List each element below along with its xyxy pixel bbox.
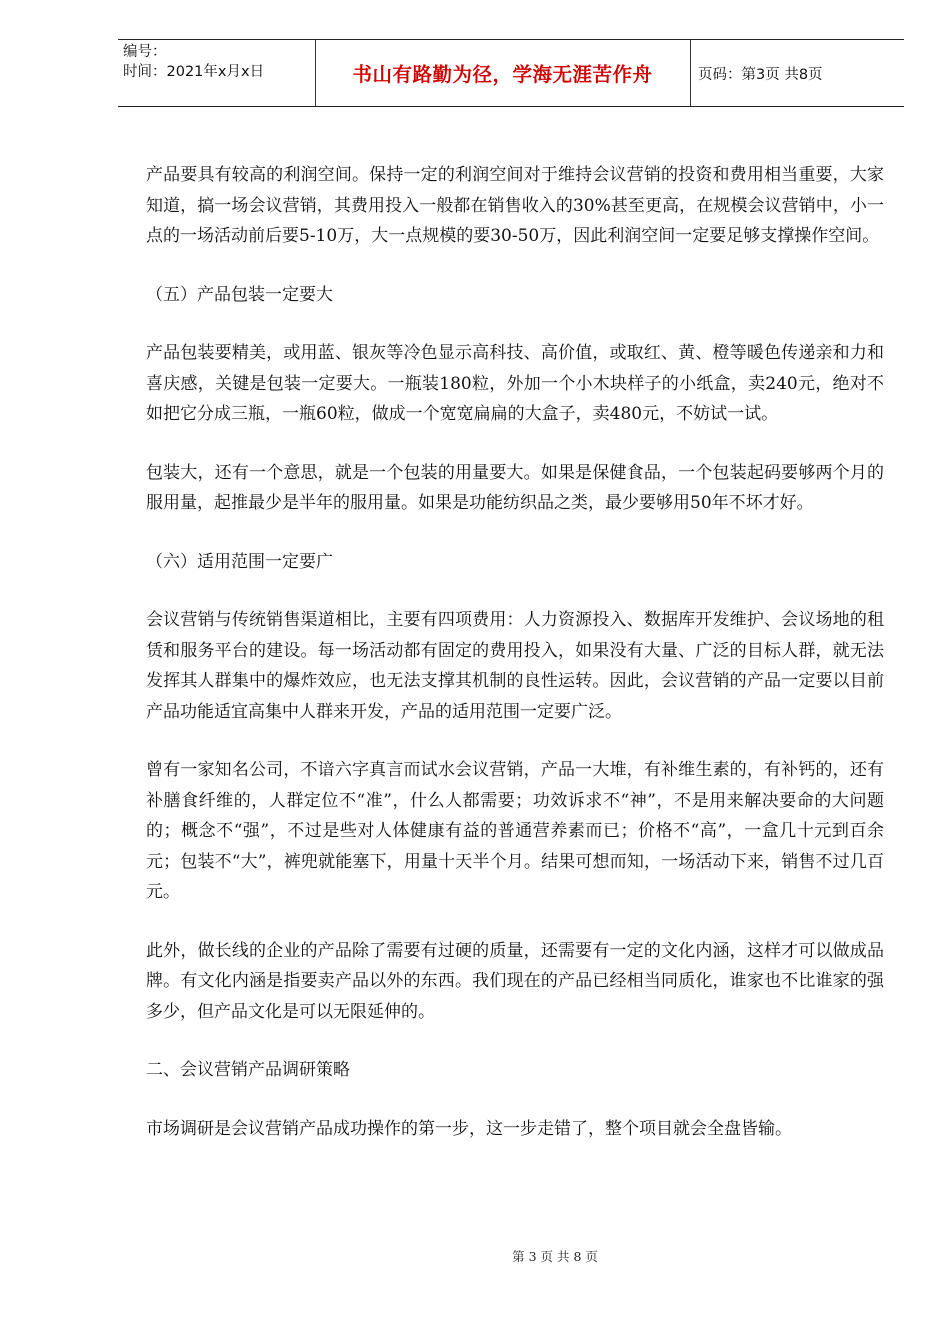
page-footer: 第 3 页 共 8 页 xyxy=(512,1249,598,1264)
header-motto: 书山有路勤为径，学海无涯苦作舟 xyxy=(352,63,653,86)
paragraph-packaging-volume: 包装大，还有一个意思，就是一个包装的用量要大。如果是保健食品，一个包装起码要够两个月的服用量，起推最少是半年的服用量。如果是功能纺织品之类，最少要够用50年不坏才好。 xyxy=(146,462,884,513)
paragraph-market-research: 市场调研是会议营销产品成功操作的第一步，这一步走错了，整个项目就会全盘皆输。 xyxy=(146,1118,792,1139)
paragraph-profit-margin: 产品要具有较高的利润空间。保持一定的利润空间对于维持会议营销的投资和费用相当重要，大家知道，搞一场会议营销，其费用投入一般都在销售收入的30%甚至更高，在规模会议营销中，小一点的一场活动前后要5-10万，大一点规模的要30-50万，因此利润空间一定要足够支撑操作空间。 xyxy=(146,165,884,246)
document-body xyxy=(146,160,884,1172)
section-heading-packaging: （五）产品包装一定要大 xyxy=(146,284,333,305)
page-header xyxy=(118,39,904,107)
header-meta xyxy=(123,42,313,106)
document-time-label: 时间：2021年x月x日 xyxy=(123,64,265,80)
section-heading-research: 二、会议营销产品调研策略 xyxy=(146,1060,350,1080)
header-divider-right xyxy=(690,40,691,106)
header-page-info: 页码：第3页 共8页 xyxy=(698,66,823,83)
paragraph-brand-culture: 此外，做长线的企业的产品除了需要有过硬的质量，还需要有一定的文化内涵，这样才可以做成品牌。有文化内涵是指要卖产品以外的东西。我们现在的产品已经相当同质化，谁家也不比谁家的强多少，但产品文化是可以无限延伸的。 xyxy=(146,940,884,1022)
header-divider-left xyxy=(315,40,316,106)
paragraph-packaging-design: 产品包装要精美，或用蓝、银灰等冷色显示高科技、高价值，或取红、黄、橙等暖色传递亲和力和喜庆感，关键是包装一定要大。一瓶装180粒，外加一个小木块样子的小纸盒，卖240元，绝对不如把它分成三瓶，一瓶60粒，做成一个宽宽扁扁的大盒子，卖480元，不妨试一试。 xyxy=(146,343,884,424)
paragraph-case-study: 曾有一家知名公司，不谙六字真言而试水会议营销，产品一大堆，有补维生素的，有补钙的，还有补膳食纤维的，人群定位不“准”，什么人都需要；功效诉求不“神”，不是用来解决要命的大问题的；概念不“强”，不过是些对人体健康有益的普通营养素而已；价格不“高”，一盒几十元到百余元；包装不“大”，裤兜就能塞下，用量十天半个月。结果可想而知，一场活动下来，销售不过几百元。 xyxy=(146,760,884,902)
section-heading-scope: （六）适用范围一定要广 xyxy=(146,551,333,572)
paragraph-scope-costs: 会议营销与传统销售渠道相比，主要有四项费用：人力资源投入、数据库开发维护、会议场地的租赁和服务平台的建设。每一场活动都有固定的费用投入，如果没有大量、广泛的目标人群，就无法发挥其人群集中的爆炸效应，也无法支撑其机制的良性运转。因此，会议营销的产品一定要以目前产品功能适宜高集中人群来开发，产品的适用范围一定要广泛。 xyxy=(146,610,884,722)
document-number-label: 编号： xyxy=(123,44,167,60)
